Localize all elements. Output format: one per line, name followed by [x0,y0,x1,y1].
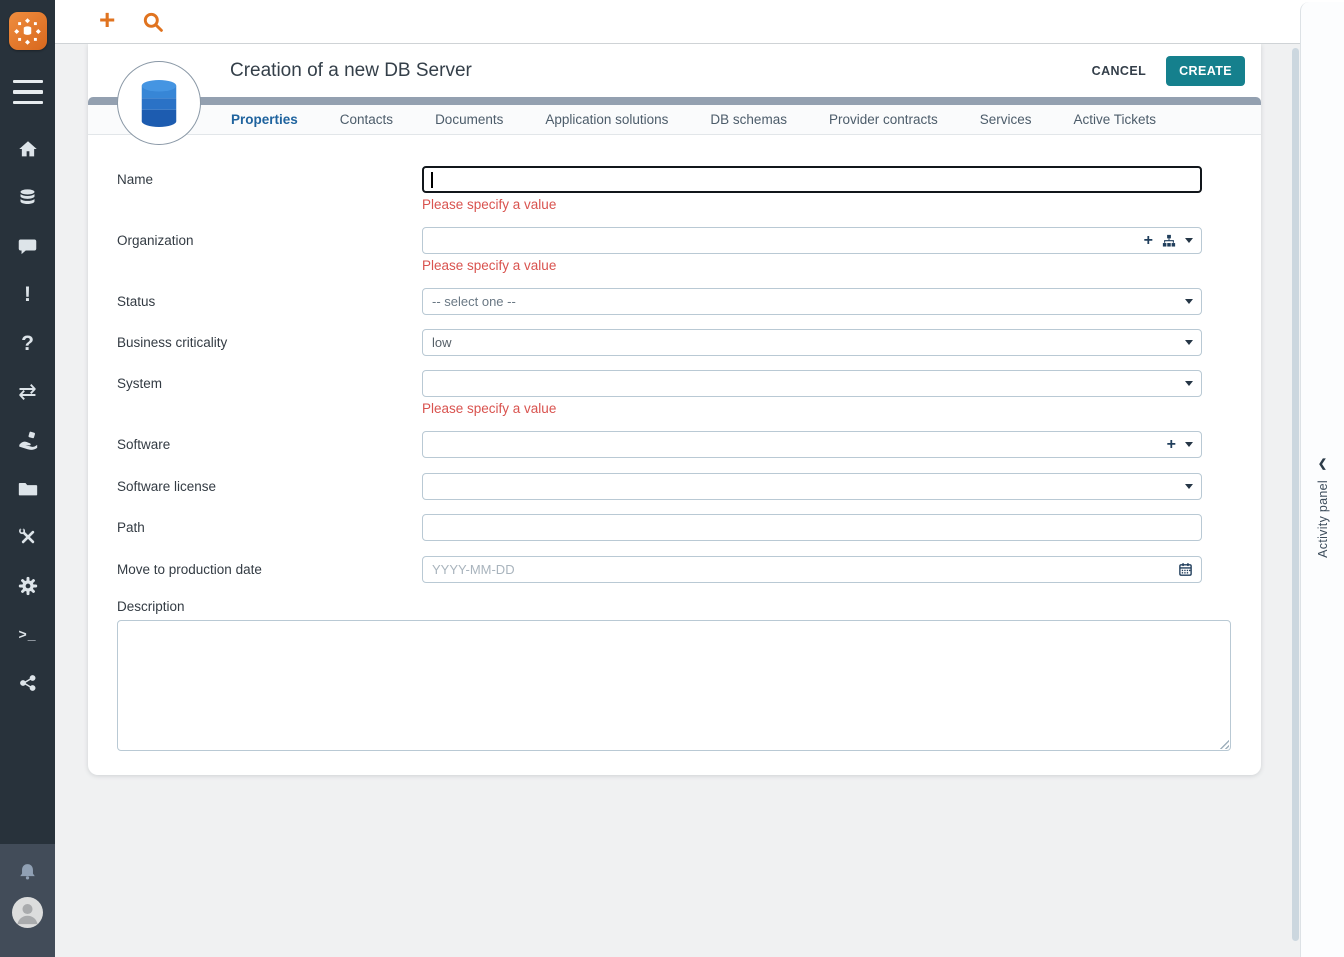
sidebar [0,0,55,957]
cancel-button[interactable]: CANCEL [1091,63,1147,78]
sidebar-item-console[interactable] [0,610,55,659]
properties-form [88,135,1261,751]
gear-icon [17,575,39,597]
software-dropdown-icon [1185,442,1193,447]
card-header [88,44,1261,97]
business-criticality-label: Business criticality [117,335,228,350]
sidebar-item-service-management[interactable] [0,416,55,465]
name-error: Please specify a value [422,197,557,212]
name-label: Name [117,172,154,187]
tab-bar [88,105,1261,135]
object-creation-card [88,44,1261,775]
tab-active-tickets[interactable]: Active Tickets [1073,112,1157,127]
organization-label: Organization [117,233,194,248]
itop-logo[interactable] [9,12,47,50]
sidebar-item-chat[interactable] [0,222,55,271]
swap-arrows-icon: ⇄ [18,378,37,404]
status-dropdown-icon [1185,299,1193,304]
db-server-class-icon [117,61,201,145]
description-label: Description [117,599,185,614]
sidebar-item-configuration-items[interactable] [0,174,55,223]
sidebar-item-impact-analysis[interactable] [0,659,55,708]
tab-properties[interactable]: Properties [231,112,298,127]
business-criticality-dropdown-icon [1185,340,1193,345]
sidebar-item-home[interactable] [0,125,55,174]
sidebar-item-documents[interactable] [0,465,55,514]
status-label: Status [117,294,156,309]
itop-logo-icon [14,18,41,45]
card-accent-bar [88,97,1261,105]
database-icon [17,187,38,208]
software-license-dropdown-icon [1185,484,1193,489]
software-select[interactable] [422,431,1202,458]
exclamation-icon: ! [24,283,31,307]
business-criticality-value: low [432,335,452,350]
vertical-scrollbar[interactable] [1292,48,1299,941]
organization-hierarchy-icon[interactable] [1162,234,1176,248]
tab-application-solutions[interactable]: Application solutions [545,112,669,127]
name-input[interactable] [422,166,1202,193]
organization-input[interactable] [422,227,1202,254]
page-title: Creation of a new DB Server [230,59,472,81]
sidebar-item-data-exchange[interactable] [0,368,55,417]
tab-services[interactable]: Services [979,112,1032,127]
move-to-production-date-input[interactable] [422,556,1202,583]
tab-db-schemas[interactable]: DB schemas [710,112,787,127]
organization-error: Please specify a value [422,258,557,273]
global-search-icon[interactable] [141,10,165,34]
folder-icon [17,478,39,500]
sidebar-item-tools[interactable] [0,513,55,562]
path-label: Path [117,520,145,535]
business-criticality-select[interactable] [422,329,1202,356]
create-button[interactable]: CREATE [1166,56,1245,86]
sidebar-nav [0,125,55,707]
status-select[interactable] [422,288,1202,315]
organization-dropdown-icon[interactable] [1185,238,1193,243]
menu-toggle-icon[interactable] [13,73,43,111]
system-select[interactable] [422,370,1202,397]
system-dropdown-icon [1185,381,1193,386]
tab-documents[interactable]: Documents [435,112,504,127]
activity-panel-expand-icon[interactable]: ❮ [1317,458,1328,470]
calendar-icon[interactable] [1178,562,1193,577]
home-icon [17,138,39,160]
software-license-select[interactable] [422,473,1202,500]
software-add-icon[interactable]: + [1166,435,1176,453]
sidebar-item-settings[interactable] [0,562,55,611]
software-license-label: Software license [117,479,217,494]
sidebar-item-help[interactable] [0,319,55,368]
organization-add-icon[interactable]: + [1143,231,1153,249]
text-cursor [431,172,433,188]
tab-provider-contracts[interactable]: Provider contracts [828,112,938,127]
user-avatar[interactable] [12,897,43,928]
activity-panel-label[interactable]: Activity panel [1315,480,1330,558]
hand-holding-icon [17,429,39,451]
question-icon: ? [21,331,34,355]
status-select-value: -- select one -- [432,294,516,309]
software-label: Software [117,437,171,452]
sidebar-item-alerts[interactable] [0,271,55,320]
chat-icon [17,236,38,257]
system-error: Please specify a value [422,401,557,416]
move-to-production-date-label: Move to production date [117,562,262,577]
system-label: System [117,376,163,391]
tools-icon [17,526,39,548]
topbar [55,0,1344,44]
path-input[interactable] [422,514,1202,541]
sidebar-bottom [0,844,55,957]
terminal-icon: >_ [18,626,37,643]
description-textarea[interactable] [117,620,1231,751]
activity-panel-rail [1300,2,1344,957]
new-object-icon[interactable]: + [99,4,116,35]
notifications-bell-icon[interactable] [16,861,39,884]
share-graph-icon [18,673,38,693]
tab-contacts[interactable]: Contacts [339,112,394,127]
